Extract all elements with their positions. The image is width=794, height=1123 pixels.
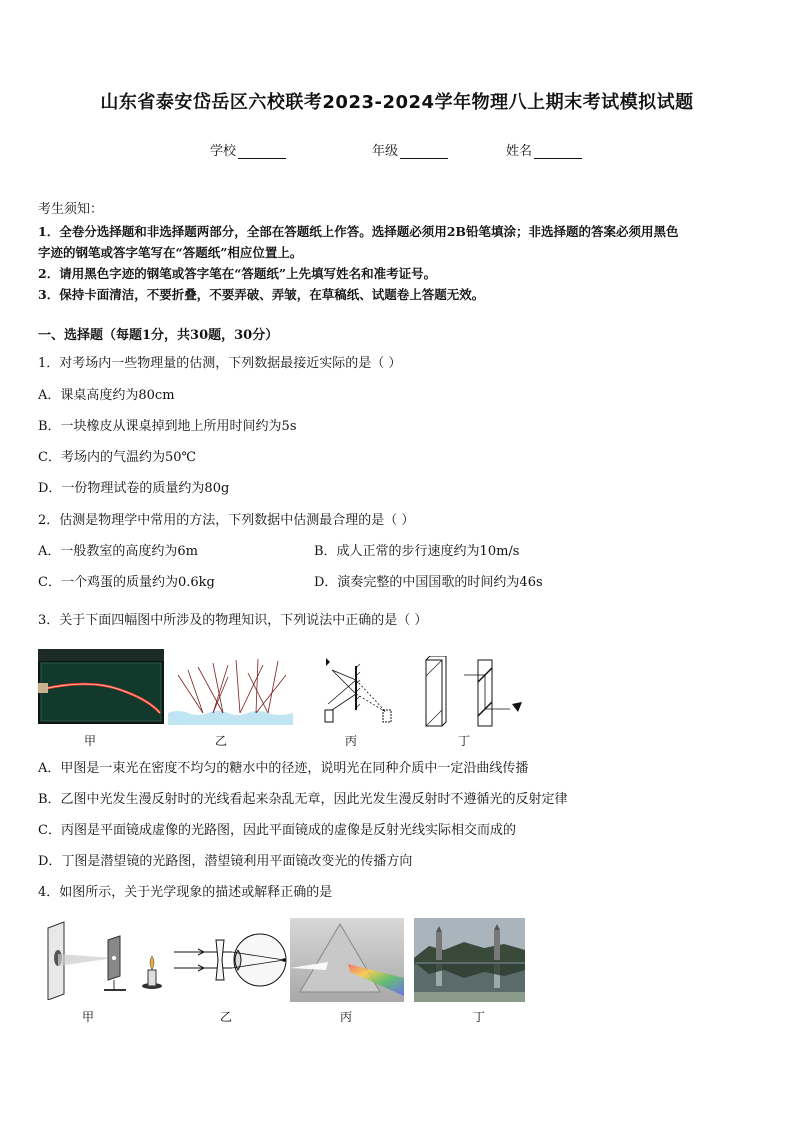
q4-stem: 4．如图所示，关于光学现象的描述或解释正确的是 [38,885,333,900]
q4-caption-bing: 丙 [340,1010,353,1024]
q3-caption-yi: 乙 [215,734,228,748]
q2-option-c: C．一个鸡蛋的质量约为0.6kg [38,575,215,590]
grade-blank [400,146,448,159]
school-blank [238,146,286,159]
q3-figure-jia [38,649,164,724]
q1-option-c: C．考场内的气温约为50℃ [38,450,197,465]
notice-heading: 考生须知： [38,202,104,217]
q3-option-c: C．丙图是平面镜成虚像的光路图，因此平面镜成的虚像是反射光线实际相交而成的 [38,823,516,838]
q4-caption-yi: 乙 [220,1010,233,1024]
name-label: 姓名 [506,144,533,159]
section-heading: 一、选择题（每题1分，共30题，30分） [38,328,279,343]
notice-item: 3．保持卡面清洁，不要折叠，不要弄破、弄皱，在草稿纸、试题卷上答题无效。 [38,287,485,302]
q2-option-b: B．成人正常的步行速度约为10m/s [314,544,520,559]
q4-figure-jia [44,918,168,1000]
q3-stem: 3．关于下面四幅图中所涉及的物理知识，下列说法中正确的是（ ） [38,613,428,628]
name-field [506,140,582,159]
school-label: 学校 [210,144,237,159]
q2-option-a: A．一般教室的高度约为6m [38,544,198,559]
q4-figure-bing [290,918,404,1002]
school-field [210,140,286,159]
q3-caption-jia: 甲 [84,734,97,748]
grade-label: 年级 [372,144,399,159]
q4-figure-yi [172,922,290,996]
q1-option-d: D．一份物理试卷的质量约为80g [38,481,230,496]
notice-item: 字迹的钢笔或答字笔写在“答题纸”相应位置上。 [38,245,303,260]
q2-option-d: D．演奏完整的中国国歌的时间约为46s [314,575,543,590]
q3-caption-bing: 丙 [345,734,358,748]
page-title: 山东省泰安岱岳区六校联考2023-2024学年物理八上期末考试模拟试题 [100,92,694,113]
notice-list [38,221,760,305]
q3-caption-ding: 丁 [458,734,471,748]
q3-option-a: A．甲图是一束光在密度不均匀的糖水中的径迹，说明光在同种介质中一定沿曲线传播 [38,761,529,776]
q4-caption-jia: 甲 [82,1010,95,1024]
q1-stem: 1．对考场内一些物理量的估测，下列数据最接近实际的是（ ） [38,356,402,371]
q4-caption-ding: 丁 [473,1010,486,1024]
q1-option-a: A．课桌高度约为80cm [38,388,175,403]
notice-item: 2．请用黑色字迹的钢笔或答字笔在“答题纸”上先填写姓名和准考证号。 [38,266,437,281]
q4-figure-ding [414,918,525,1002]
q3-figure-yi [168,655,293,725]
notice-item: 1．全卷分选择题和非选择题两部分，全部在答题纸上作答。选择题必须用2B铅笔填涂；非选择题的答案必须用黑色 [38,224,679,239]
q3-figure-bing [318,654,398,726]
q3-option-b: B．乙图中光发生漫反射时的光线看起来杂乱无章，因此光发生漫反射时不遵循光的反射定律 [38,792,568,807]
q2-stem: 2．估测是物理学中常用的方法，下列数据中估测最合理的是（ ） [38,513,415,528]
q3-option-d: D．丁图是潜望镜的光路图，潜望镜利用平面镜改变光的传播方向 [38,854,413,869]
grade-field [372,140,448,159]
q3-figure-ding [420,656,530,728]
q1-option-b: B．一块橡皮从课桌掉到地上所用时间约为5s [38,419,297,434]
name-blank [534,146,582,159]
